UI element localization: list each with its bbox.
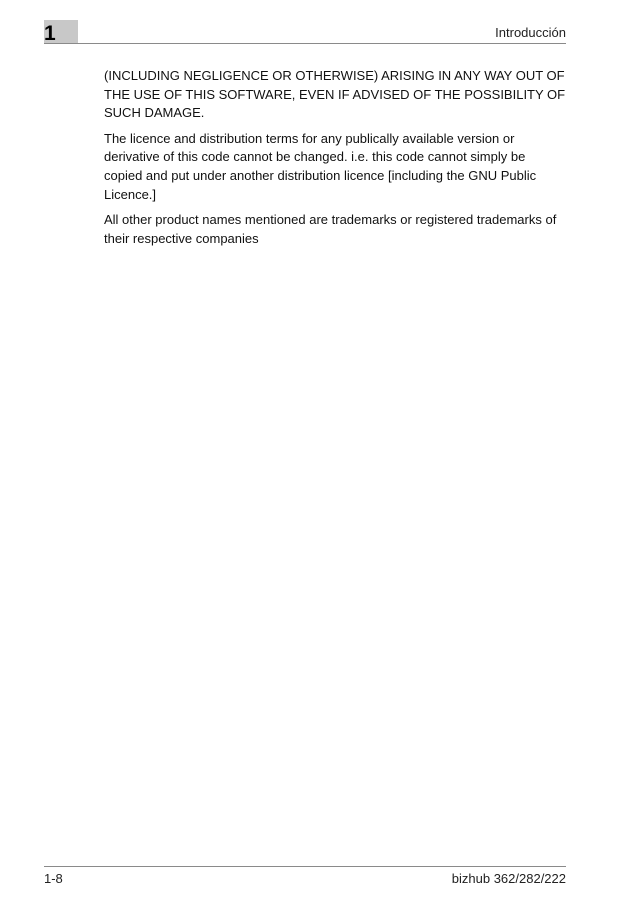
section-title: Introducción [495,25,566,40]
body-text [104,67,566,255]
header-divider [44,43,566,44]
paragraph-licence-terms: The licence and distribution terms for any publically available version or derivative of this code cannot be changed. i.e. this code cannot simply be copied and put under another distribution licence [including the GNU Public Licence.] [104,130,537,202]
paragraph-trademarks: All other product names mentioned are trademarks or registered trademarks of their respective companies [104,212,557,246]
chapter-number: 1 [44,22,56,45]
paragraph-disclaimer: (INCLUDING NEGLIGENCE OR OTHERWISE) ARISING IN ANY WAY OUT OF THE USE OF THIS SOFTWARE, EVEN IF ADVISED OF THE POSSIBILITY OF SUCH DAMAGE. [104,68,566,121]
product-name: bizhub 362/282/222 [451,871,566,886]
footer-divider [44,866,566,867]
page-number: 1-8 [44,871,63,886]
